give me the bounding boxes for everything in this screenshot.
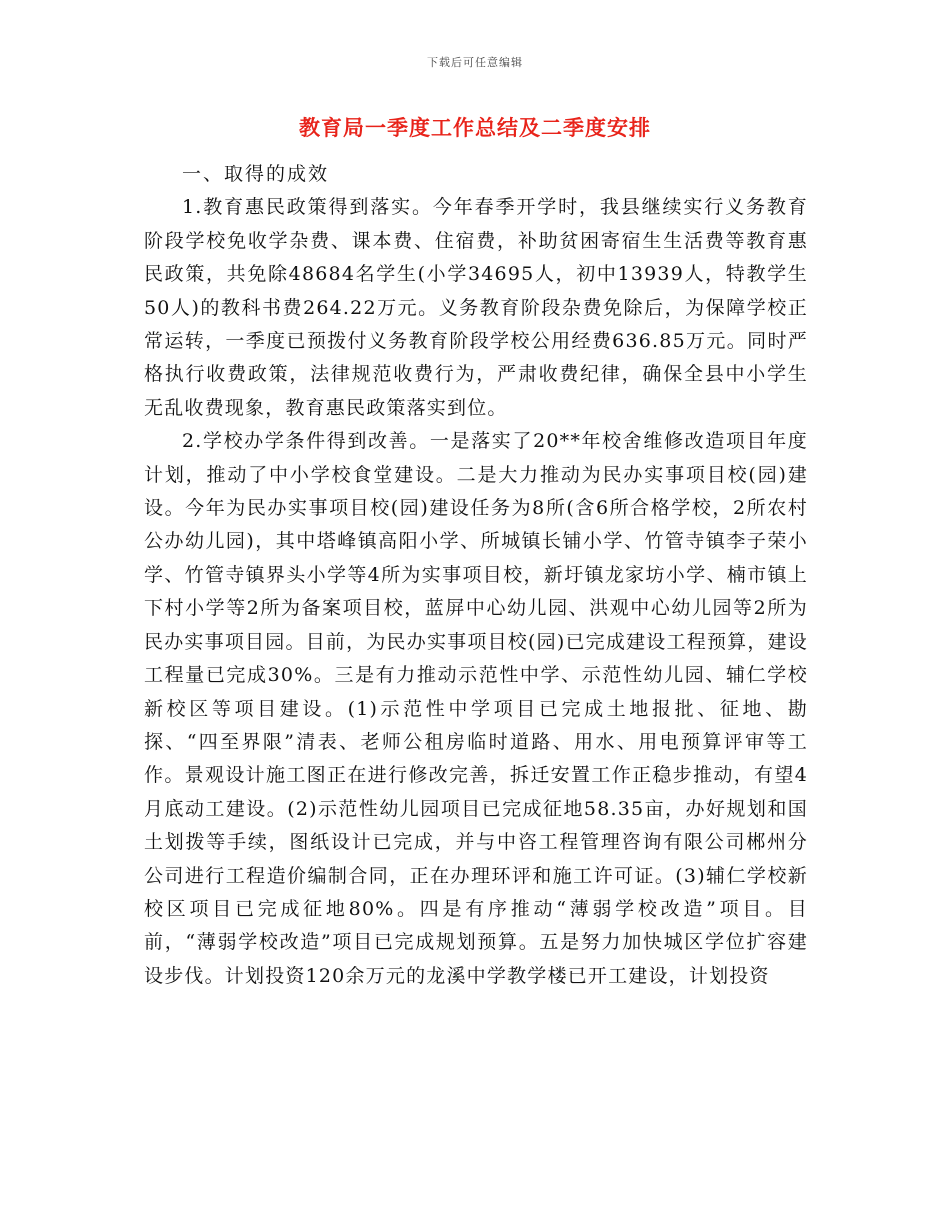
section-heading: 一、取得的成效: [182, 163, 330, 185]
document-title: 教育局一季度工作总结及二季度安排: [299, 116, 651, 140]
paragraph-policy: 1.教育惠民政策得到落实。今年春季开学时，我县继续实行义务教育阶段学校免收学杂费、课本费、住宿费，补助贫困寄宿生生活费等教育惠民政策，共免除48684名学生(小学34695人，初中13939人，特教学生50人)的教科书费264.22万元。义务教育阶段杂费免除后，为保障学校正常运转，一季度已预拨付义务教育阶段学校公用经费636.85万元。同时严格执行收费政策，法律规范收费行为，严肃收费纪律，确保全县中小学生无乱收费现象，教育惠民政策落实到位。: [144, 196, 808, 419]
download-note: 下载后可任意编辑: [427, 56, 523, 69]
paragraph-conditions: 2.学校办学条件得到改善。一是落实了20**年校舍维修改造项目年度计划，推动了中小学校食堂建设。二是大力推动为民办实事项目校(园)建设。今年为民办实事项目校(园)建设任务为8所(含6所合格学校，2所农村公办幼儿园)，其中塔峰镇高阳小学、所城镇长铺小学、竹管寺镇李子荣小学、竹管寺镇界头小学等4所为实事项目校，新圩镇龙家坊小学、楠市镇上下村小学等2所为备案项目校，蓝屏中心幼儿园、洪观中心幼儿园等2所为民办实事项目园。目前，为民办实事项目校(园)已完成建设工程预算，建设工程量已完成30%。三是有力推动示范性中学、示范性幼儿园、辅仁学校新校区等项目建设。(1)示范性中学项目已完成土地报批、征地、勘探、“四至界限”清表、老师公租房临时道路、用水、用电预算评审等工作。景观设计施工图正在进行修改完善，拆迁安置工作正稳步推动，有望4月底动工建设。(2)示范性幼儿园项目已完成征地58.35亩，办好规划和国土划拨等手续，图纸设计已完成，并与中咨工程管理咨询有限公司郴州分公司进行工程造价编制合同，正在办理环评和施工许可证。(3)辅仁学校新校区项目已完成征地80%。四是有序推动“薄弱学校改造”项目。目前，“薄弱学校改造”项目已完成规划预算。五是努力加快城区学位扩容建设步伐。计划投资120余万元的龙溪中学教学楼已开工建设，计划投资: [144, 430, 808, 987]
document-body: [144, 158, 808, 993]
